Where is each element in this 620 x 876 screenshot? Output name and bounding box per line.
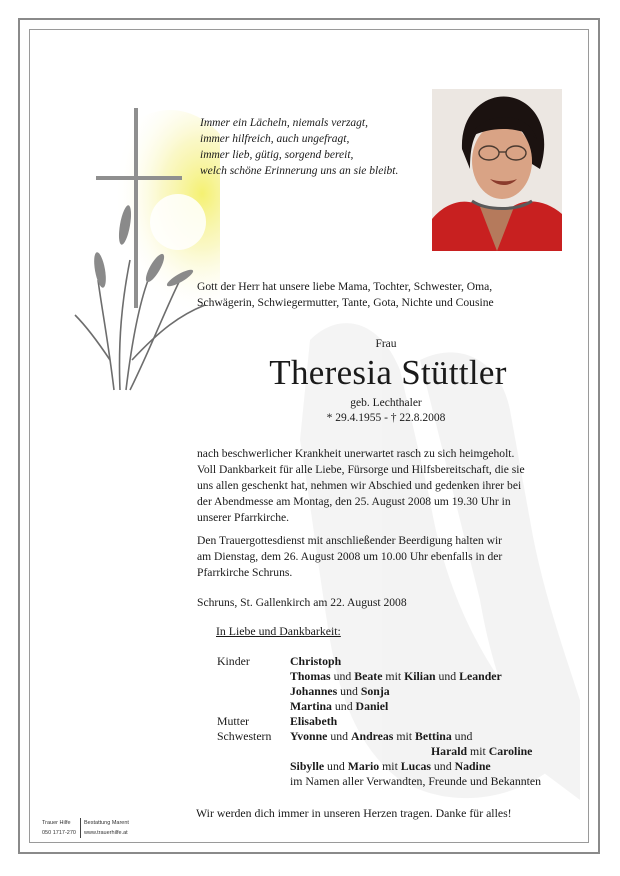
conjunction: und [327, 759, 345, 773]
conjunction: und [334, 699, 353, 713]
mourner-line [290, 759, 491, 774]
mourner-name: Leander [459, 669, 502, 683]
paragraph-line: Den Trauergottesdienst mit anschließender Beerdigung halten wir [197, 534, 503, 547]
intro-text [197, 279, 577, 311]
paragraph-line: nach beschwerlicher Krankheit unerwartet rasch zu sich heimgeholt. [197, 447, 515, 460]
mourner-name: Mario [347, 759, 380, 773]
conjunction: und [340, 684, 358, 698]
poem-line: immer hilfreich, auch ungefragt, [200, 133, 350, 145]
paragraph-line: am Dienstag, dem 26. August 2008 um 10.00 Uhr ebenfalls in der [197, 550, 503, 563]
mourner-line [290, 699, 388, 714]
poem-line: Immer ein Lächeln, niemals verzagt, [200, 117, 368, 129]
paragraph-line: unserer Pfarrkirche. [197, 511, 290, 524]
mourner-name: Beate [354, 669, 383, 683]
mourner-name: Martina [290, 699, 332, 713]
footer-company: Bestattung Marent [84, 820, 129, 826]
portrait-photo [432, 89, 562, 251]
undertaker-footer [42, 818, 129, 838]
closing-line: Wir werden dich immer in unseren Herzen tragen. Danke für alles! [196, 806, 512, 820]
mutter-label: Mutter [217, 714, 250, 728]
mourner-name: Lucas [400, 759, 431, 773]
poem-line: welch schöne Erinnerung uns an sie bleibt. [200, 165, 399, 177]
mourner-name: Christoph [290, 654, 342, 668]
footer-url[interactable]: www.trauerhilfe.at [84, 830, 128, 836]
conjunction: mit [470, 744, 486, 758]
schwestern-label: Schwestern [217, 729, 272, 743]
conjunction: und [438, 669, 457, 683]
mourner-name: Andreas [350, 729, 394, 743]
life-dates: * 29.4.1955 - † 22.8.2008 [326, 412, 446, 424]
mourner-name: Bettina [415, 729, 452, 743]
poem-line: immer lieb, gütig, sorgend bereit, [200, 149, 354, 161]
conjunction: mit [396, 729, 413, 743]
mourner-name: Nadine [454, 759, 491, 773]
conjunction: und [333, 669, 352, 683]
mourner-name: Johannes [290, 684, 338, 698]
mourners-heading: In Liebe und Dankbarkeit: [216, 624, 341, 638]
paragraph-line: uns allen geschenkt hat, nehmen wir Abschied und gedenken ihrer bei [197, 479, 522, 492]
intro-line: Gott der Herr hat unsere liebe Mama, Tochter, Schwester, Oma, [197, 280, 493, 293]
conjunction: und [454, 729, 473, 743]
paragraph-line: Voll Dankbarkeit für alle Liebe, Fürsorge und Hilfsbereitschaft, die sie [197, 463, 525, 476]
relatives-line: im Namen aller Verwandten, Freunde und Bekannten [290, 774, 542, 788]
kinder-label: Kinder [217, 654, 250, 668]
mourner-line [290, 669, 502, 684]
mourner-name: Caroline [488, 744, 533, 758]
mourner-line [290, 714, 337, 729]
mourner-name: Sonja [360, 684, 390, 698]
place-date: Schruns, St. Gallenkirch am 22. August 2008 [197, 596, 407, 609]
announcement-paragraph [197, 446, 587, 526]
mourner-name: Thomas [290, 669, 331, 683]
paragraph-line: der Abendmesse am Montag, den 25. August 2008 um 19.30 Uhr in [197, 495, 511, 508]
intro-line: Schwägerin, Schwiegermutter, Tante, Gota, Nichte und Cousine [197, 296, 494, 309]
conjunction: mit [382, 759, 398, 773]
mourner-line [290, 654, 341, 669]
mourner-line [290, 729, 472, 744]
mourner-line [431, 744, 532, 759]
conjunction: und [330, 729, 349, 743]
footer-phone: 050 1717-270 [42, 828, 81, 838]
mourner-line [290, 684, 390, 699]
mourner-name: Yvonne [290, 729, 328, 743]
mourner-name: Daniel [355, 699, 389, 713]
deceased-name: Theresia Stüttler [269, 353, 507, 392]
mourner-name: Sibylle [290, 759, 325, 773]
funeral-paragraph [197, 533, 587, 581]
conjunction: und [433, 759, 452, 773]
birth-name: geb. Lechthaler [350, 397, 422, 409]
conjunction: mit [385, 669, 402, 683]
mourner-name: Kilian [404, 669, 436, 683]
mourner-name: Harald [431, 744, 468, 758]
memorial-poem [200, 115, 398, 179]
footer-brand: Trauer Hilfe [42, 818, 81, 828]
paragraph-line: Pfarrkirche Schruns. [197, 566, 293, 579]
mourner-name: Elisabeth [290, 714, 338, 728]
salutation: Frau [375, 338, 397, 350]
